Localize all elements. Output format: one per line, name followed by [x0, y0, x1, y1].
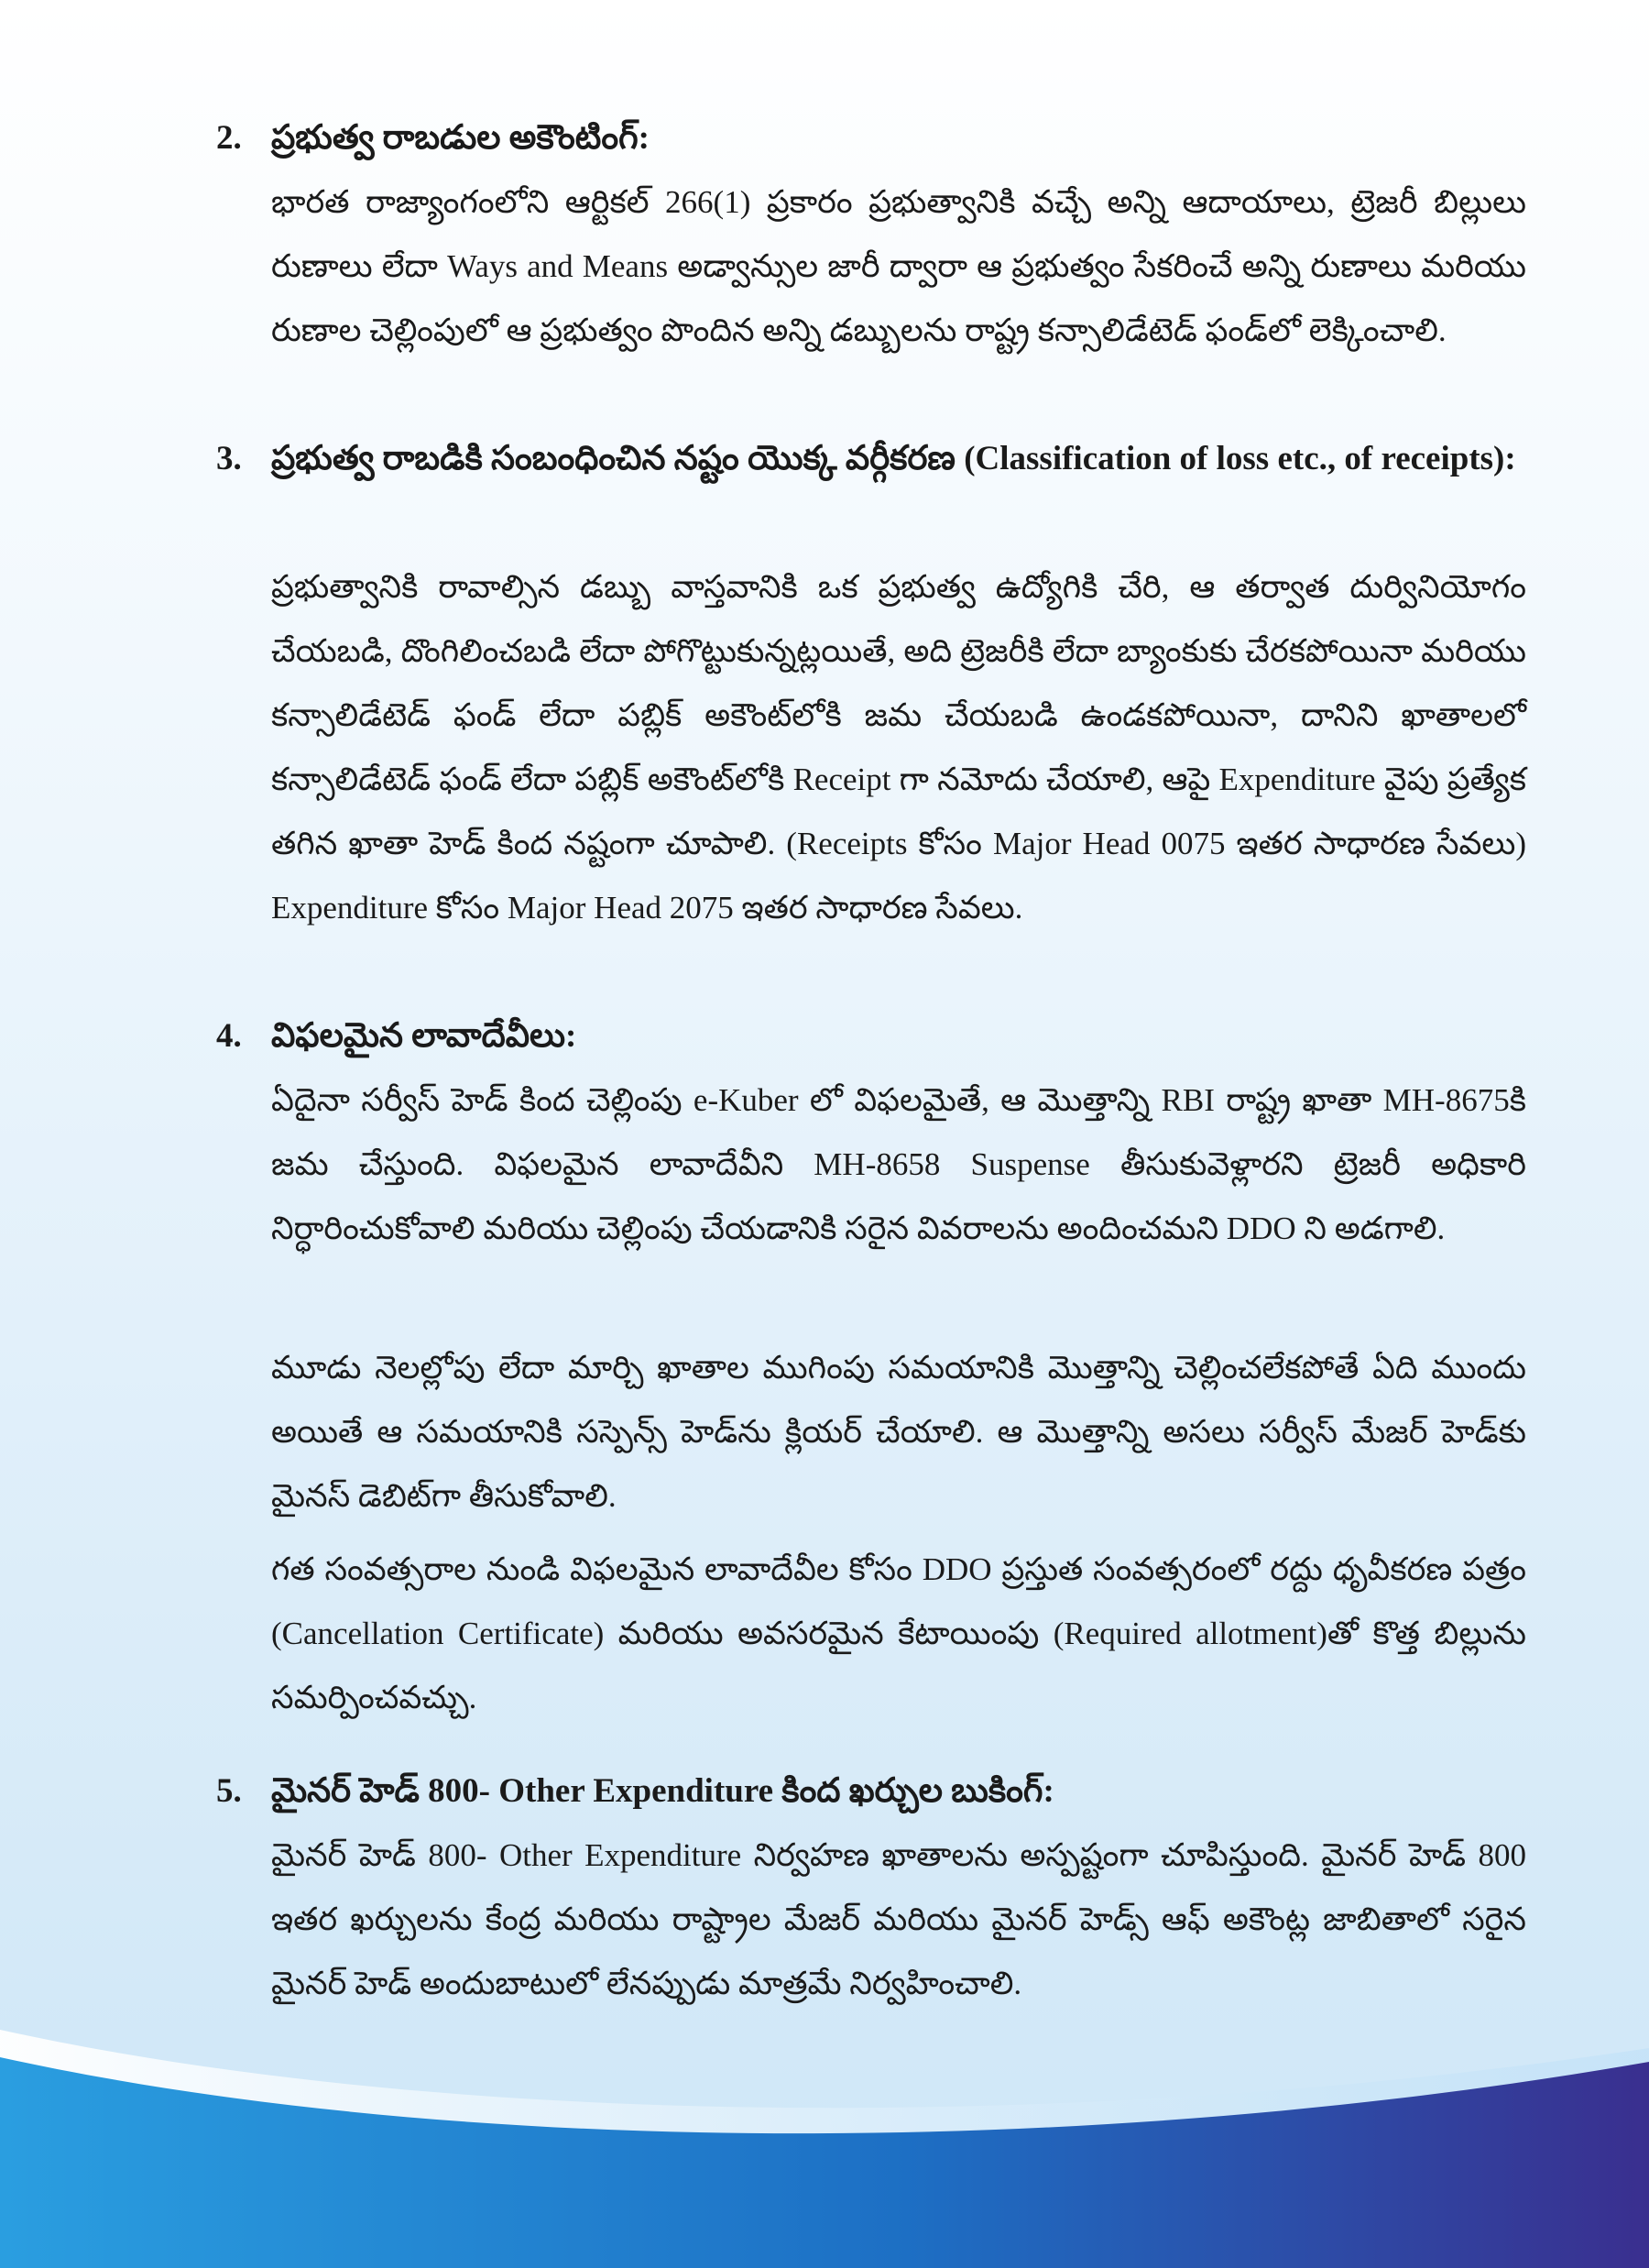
section-paragraph: మూడు నెలల్లోపు లేదా మార్చి ఖాతాల ముగింపు సమయానికి మొత్తాన్ని చెల్లించలేకపోతే ఏది ముందు అయితే ఆ సమయానికి సస్పెన్స్ హెడ్‌ను క్లియర్ చేయాలి. ఆ మొత్తాన్ని అసలు సర్వీస్ మేజర్ హెడ్‌కు మైనస్ డెబిట్‌గా తీసుకోవాలి.	[271, 1350, 1526, 1514]
section-paragraph: గత సంవత్సరాల నుండి విఫలమైన లావాదేవీల కోసం DDO ప్రస్తుత సంవత్సరంలో రద్దు ధృవీకరణ పత్రం (Cancellation Certificate) మరియు అవసరమైన కేటాయింపు (Required allotment)తో కొత్త బిల్లును సమర్పించవచ్చు.	[271, 1551, 1526, 1715]
section-paragraph: ప్రభుత్వానికి రావాల్సిన డబ్బు వాస్తవానికి ఒక ప్రభుత్వ ఉద్యోగికి చేరి, ఆ తర్వాత దుర్వినియోగం చేయబడి, దొంగిలించబడి లేదా పోగొట్టుకున్నట్లయితే, అది ట్రెజరీకి లేదా బ్యాంకుకు చేరకపోయినా మరియు కన్సాలిడేటెడ్ ఫండ్ లేదా పబ్లిక్ అకౌంట్‌లోకి జమ చేయబడి ఉండకపోయినా, దానిని ఖాతాలలో కన్సాలిడేటెడ్ ఫండ్ లేదా పబ్లిక్ అకౌంట్‌లోకి Receipt గా నమోదు చేయాలి, ఆపై Expenditure వైపు ప్రత్యేక తగిన ఖాతా హెడ్ కింద నష్టంగా చూపాలి. (Receipts కోసం Major Head 0075 ఇతర సాధారణ సేవలు) Expenditure కోసం Major Head 2075 ఇతర సాధారణ సేవలు.	[271, 569, 1526, 926]
section-paragraph: మైనర్ హెడ్ 800- Other Expenditure నిర్వహణ ఖాతాలను అస్పష్టంగా చూపిస్తుంది. మైనర్ హెడ్ 800 ఇతర ఖర్చులను కేంద్ర మరియు రాష్ట్రాల మేజర్ మరియు మైనర్ హెడ్స్ ఆఫ్ అకౌంట్ల జాబితాలో సరైన మైనర్ హెడ్ అందుబాటులో లేనప్పుడు మాత్రమే నిర్వహించాలి.	[271, 1837, 1526, 2001]
footer-wave	[0, 2030, 1649, 2268]
section-number: 3.	[216, 440, 242, 477]
section-heading: ప్రభుత్వ రాబడుల అకౌంటింగ్:	[271, 119, 650, 157]
section-number: 4.	[216, 1017, 242, 1055]
section-heading: విఫలమైన లావాదేవీలు:	[271, 1017, 577, 1055]
section-number: 5.	[216, 1772, 242, 1810]
section-heading: ప్రభుత్వ రాబడికి సంబంధించిన నష్టం యొక్క వర్గీకరణ (Classification of loss etc., of receipts):	[271, 440, 1516, 477]
section-paragraph: భారత రాజ్యాంగంలోని ఆర్టికల్ 266(1) ప్రకారం ప్రభుత్వానికి వచ్చే అన్ని ఆదాయాలు, ట్రెజరీ బిల్లులు రుణాలు లేదా Ways and Means అడ్వాన్సుల జారీ ద్వారా ఆ ప్రభుత్వం సేకరించే అన్ని రుణాలు మరియు రుణాల చెల్లింపులో ఆ ప్రభుత్వం పొందిన అన్ని డబ్బులను రాష్ట్ర కన్సాలిడేటెడ్ ఫండ్‌లో లెక్కించాలి.	[271, 184, 1526, 348]
section-paragraph: ఏదైనా సర్వీస్ హెడ్ కింద చెల్లింపు e-Kuber లో విఫలమైతే, ఆ మొత్తాన్ని RBI రాష్ట్ర ఖాతా MH-8675కి జమ చేస్తుంది. విఫలమైన లావాదేవీని MH-8658 Suspense తీసుకువెళ్లారని ట్రెజరీ అధికారి నిర్ధారించుకోవాలి మరియు చెల్లింపు చేయడానికి సరైన వివరాలను అందించమని DDO ని అడగాలి.	[271, 1082, 1526, 1246]
section-number: 2.	[216, 119, 242, 157]
section-heading: మైనర్ హెడ్ 800- Other Expenditure కింద ఖర్చుల బుకింగ్:	[271, 1772, 1054, 1810]
